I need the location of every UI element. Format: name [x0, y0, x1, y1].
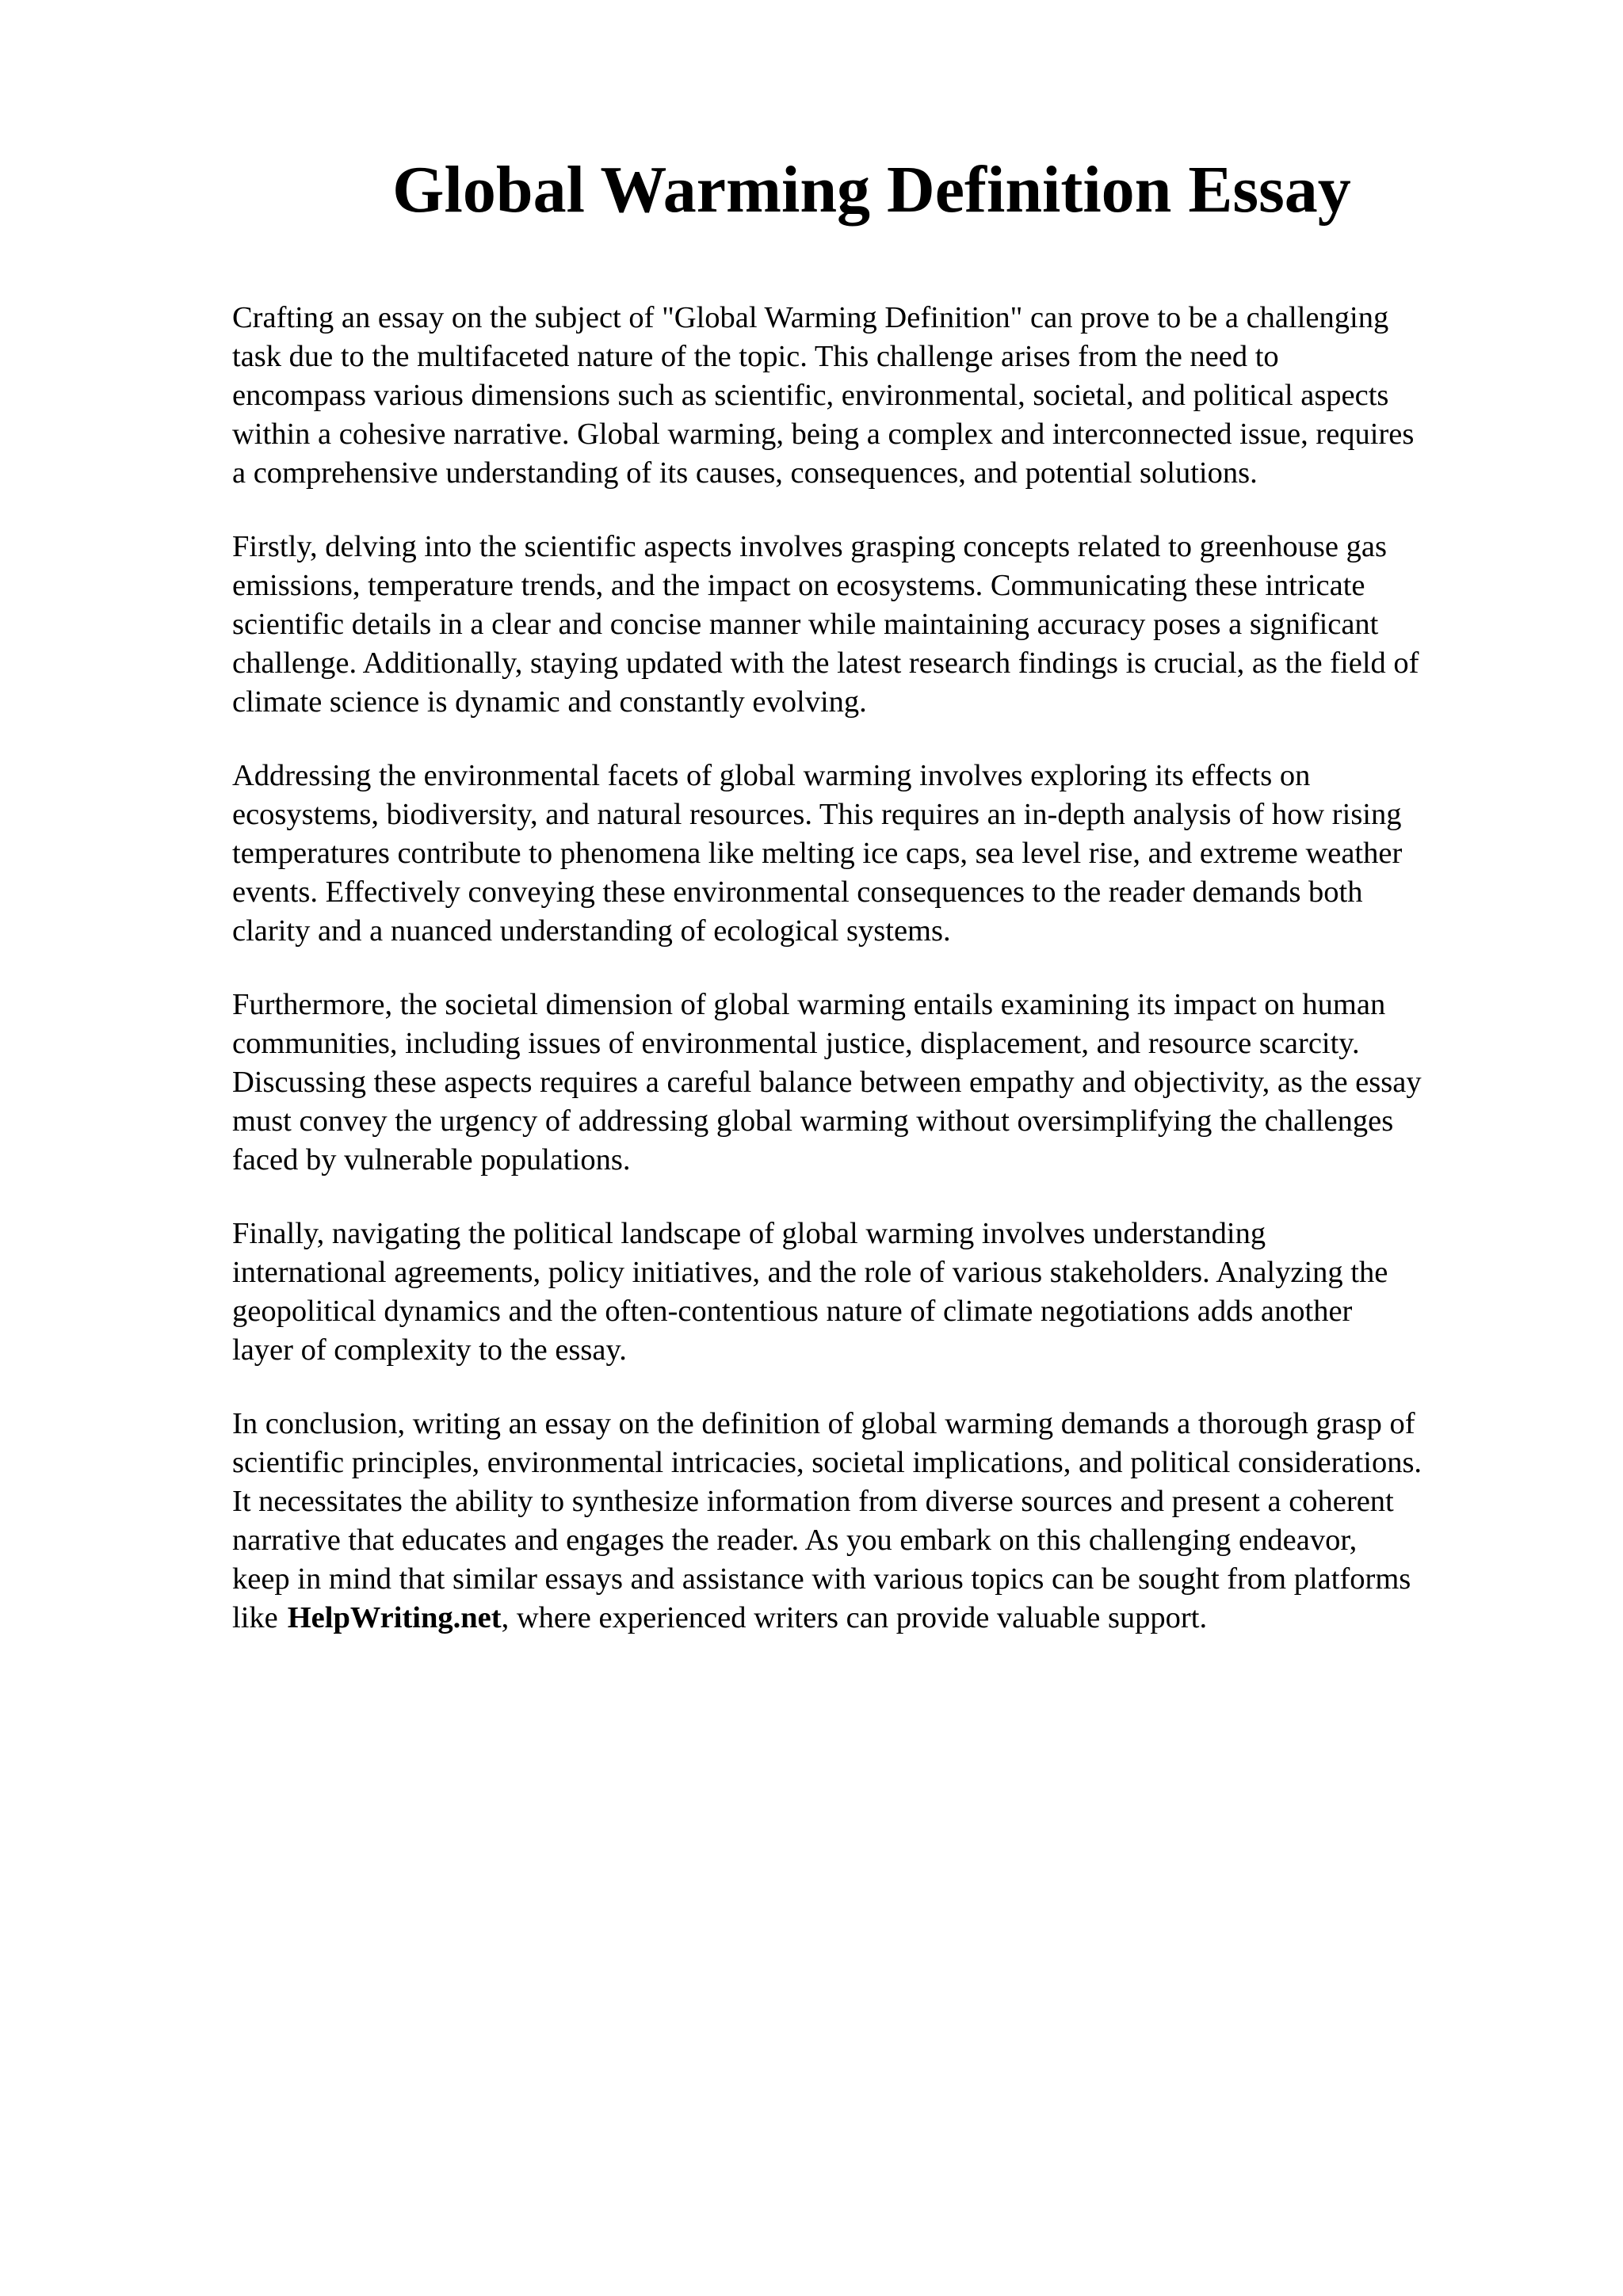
text-line: challenge. Additionally, staying updated with the latest research findings is crucial, as the field of [232, 646, 1419, 680]
paragraph-1 [232, 299, 1532, 493]
final-line [232, 1599, 1532, 1638]
text-line: events. Effectively conveying these environmental consequences to the reader demands both [232, 875, 1363, 909]
text-line: international agreements, policy initiatives, and the role of various stakeholders. Analyzing the [232, 1256, 1388, 1289]
text-line: In conclusion, writing an essay on the definition of global warming demands a thorough grasp of [232, 1407, 1415, 1440]
paragraph-2 [232, 528, 1532, 722]
final-line-prefix: like [232, 1601, 278, 1634]
text-line: scientific details in a clear and concise manner while maintaining accuracy poses a significant [232, 608, 1379, 641]
text-line: Discussing these aspects requires a careful balance between empathy and objectivity, as the essay [232, 1066, 1422, 1099]
text-line: emissions, temperature trends, and the impact on ecosystems. Communicating these intricate [232, 569, 1365, 602]
text-line: geopolitical dynamics and the often-contentious nature of climate negotiations adds another [232, 1295, 1353, 1328]
essay-body [232, 299, 1532, 1672]
text-line: Firstly, delving into the scientific aspects involves grasping concepts related to greenhouse gas [232, 530, 1387, 563]
essay-title: Global Warming Definition Essay [392, 153, 1351, 227]
text-line: Crafting an essay on the subject of "Global Warming Definition" can prove to be a challenging [232, 301, 1389, 334]
text-line: ecosystems, biodiversity, and natural resources. This requires an in-depth analysis of how rising [232, 798, 1402, 831]
text-line: Finally, navigating the political landscape of global warming involves understanding [232, 1217, 1266, 1250]
text-line: a comprehensive understanding of its causes, consequences, and potential solutions. [232, 456, 1258, 490]
text-line: encompass various dimensions such as scientific, environmental, societal, and political aspects [232, 379, 1389, 412]
paragraph-4 [232, 986, 1532, 1180]
text-line: narrative that educates and engages the reader. As you embark on this challenging endeavor, [232, 1524, 1358, 1557]
final-line-suffix: , where experienced writers can provide valuable support. [501, 1601, 1208, 1634]
text-line: layer of complexity to the essay. [232, 1333, 627, 1367]
text-line: Furthermore, the societal dimension of global warming entails examining its impact on human [232, 988, 1386, 1021]
text-line: clarity and a nuanced understanding of ecological systems. [232, 914, 951, 948]
text-line: faced by vulnerable populations. [232, 1143, 631, 1177]
text-line: climate science is dynamic and constantly evolving. [232, 685, 867, 719]
paragraph-3 [232, 757, 1532, 951]
text-line: keep in mind that similar essays and assistance with various topics can be sought from platforms [232, 1562, 1411, 1596]
text-line: communities, including issues of environmental justice, displacement, and resource scarcity. [232, 1027, 1360, 1060]
text-line: within a cohesive narrative. Global warming, being a complex and interconnected issue, requires [232, 418, 1415, 451]
text-line: It necessitates the ability to synthesize information from diverse sources and present a coherent [232, 1485, 1394, 1518]
paragraph-5 [232, 1215, 1532, 1370]
text-line: task due to the multifaceted nature of the topic. This challenge arises from the need to [232, 340, 1279, 373]
text-line: must convey the urgency of addressing global warming without oversimplifying the challenges [232, 1104, 1394, 1138]
text-line: temperatures contribute to phenomena like melting ice caps, sea level rise, and extreme weather [232, 837, 1403, 870]
text-line: scientific principles, environmental intricacies, societal implications, and political considerations. [232, 1446, 1423, 1479]
paragraph-6 [232, 1405, 1532, 1638]
text-line: Addressing the environmental facets of global warming involves exploring its effects on [232, 759, 1311, 792]
helpwriting-link[interactable]: HelpWriting.net [287, 1601, 502, 1634]
